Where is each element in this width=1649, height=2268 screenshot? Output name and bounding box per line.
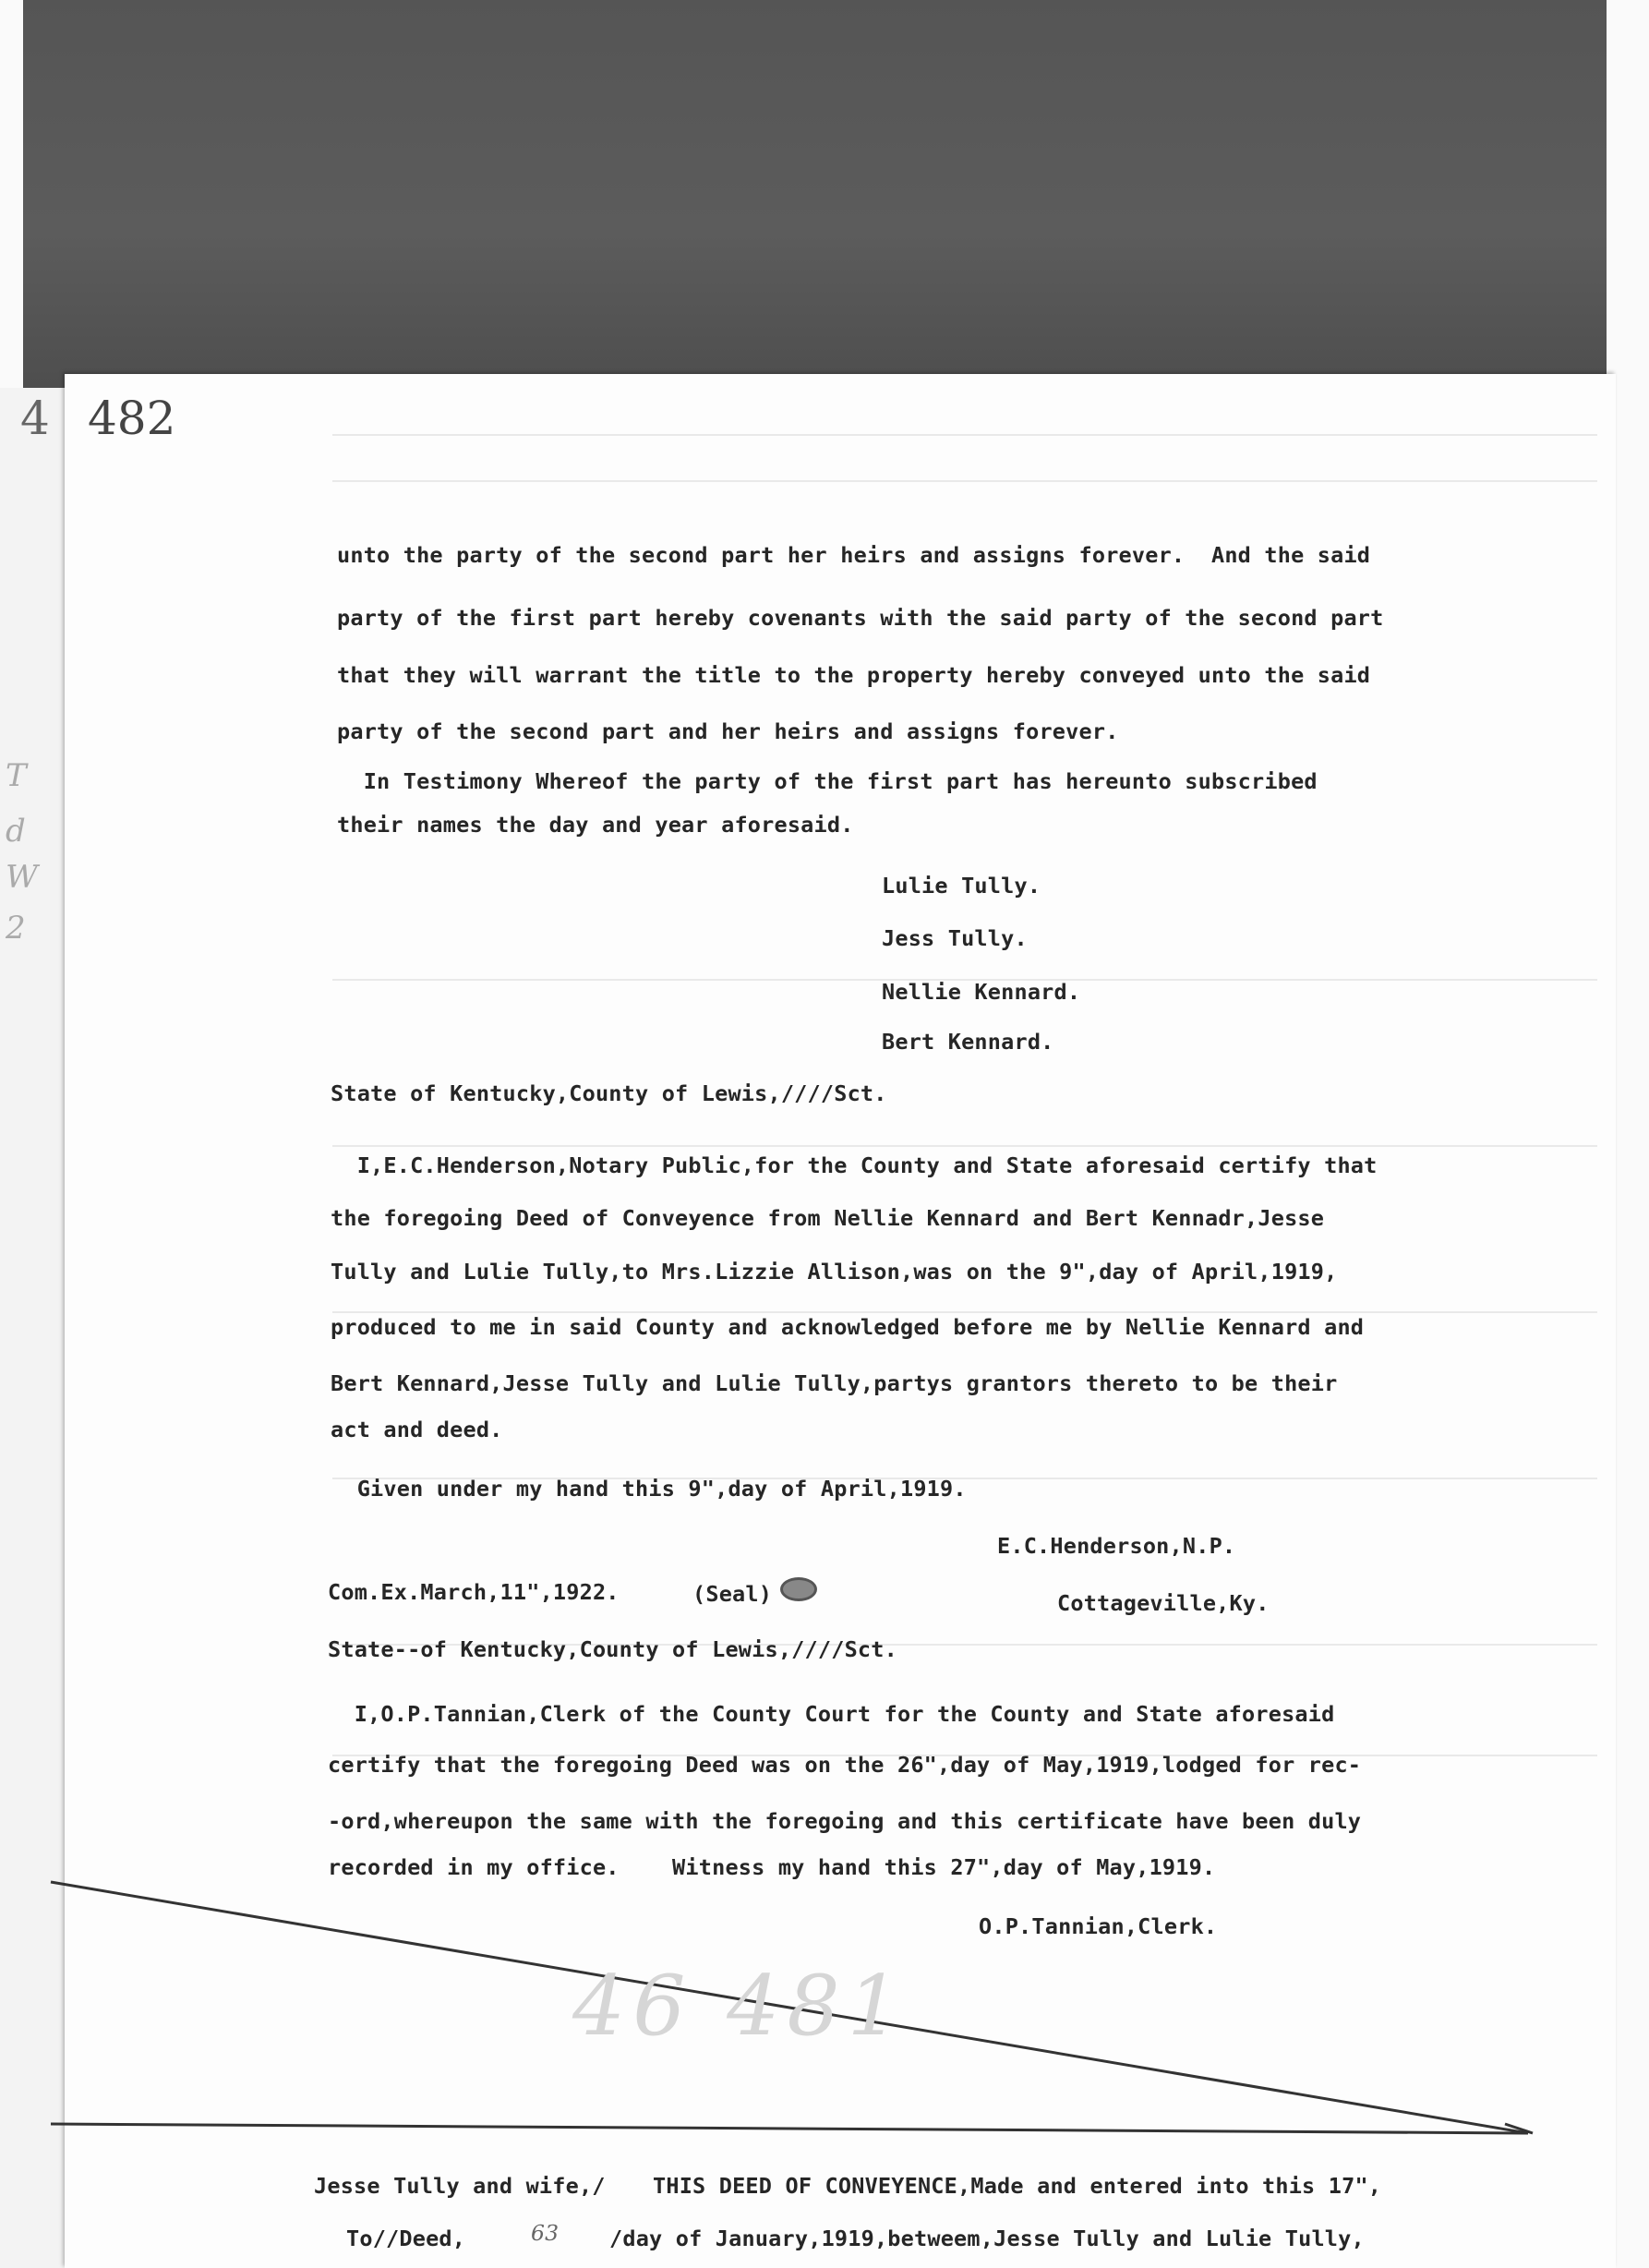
horizontal-rule bbox=[51, 2124, 1528, 2133]
deed-text-line: their names the day and year aforesaid. bbox=[337, 812, 854, 838]
page-number: 482 bbox=[88, 392, 176, 445]
next-deed-line2: /day of January,1919,betweem,Jesse Tully and Lulie Tully, bbox=[609, 2226, 1365, 2251]
margin-mark: d bbox=[6, 813, 26, 850]
signature-nellie-kennard: Nellie Kennard. bbox=[882, 979, 1081, 1005]
margin-mark: T bbox=[6, 757, 27, 794]
ack-text-line: Tully and Lulie Tully,to Mrs.Lizzie Allison,was on the 9",day of April,1919, bbox=[331, 1259, 1338, 1285]
notary-location: Cottageville,Ky. bbox=[1057, 1590, 1270, 1616]
clerk-text-line: recorded in my office. Witness my hand this 27",day of May,1919. bbox=[328, 1854, 1216, 1880]
signature-bert-kennard: Bert Kennard. bbox=[882, 1029, 1054, 1055]
deed-text-line: party of the first part hereby covenants with the said party of the second part bbox=[337, 605, 1384, 631]
notary-signature: E.C.Henderson,N.P. bbox=[997, 1533, 1236, 1559]
margin-mark: W bbox=[6, 859, 38, 896]
margin-mark: 2 bbox=[6, 910, 26, 947]
deed-text-line: party of the second part and her heirs and assigns forever. bbox=[337, 718, 1119, 744]
next-deed-intro: THIS DEED OF CONVEYENCE,Made and entered into this 17", bbox=[653, 2173, 1382, 2199]
ack-text-line: act and deed. bbox=[331, 1417, 503, 1442]
ack-text-line: produced to me in said County and acknowledged before me by Nellie Kennard and bbox=[331, 1314, 1365, 1340]
deed-text-line: unto the party of the second part her heirs and assigns forever. And the said bbox=[337, 542, 1371, 568]
clerk-text-line: certify that the foregoing Deed was on the 26",day of May,1919,lodged for rec- bbox=[328, 1752, 1362, 1778]
clerk-text-line: State--of Kentucky,County of Lewis,////Sct. bbox=[328, 1636, 897, 1662]
ack-text-line: State of Kentucky,County of Lewis,////Sct. bbox=[331, 1080, 887, 1106]
clerk-text-line: I,O.P.Tannian,Clerk of the County Court for the County and State aforesaid bbox=[328, 1701, 1335, 1727]
handwritten-reference: 46 481 bbox=[572, 1958, 908, 2055]
ack-text-line: Bert Kennard,Jesse Tully and Lulie Tully,partys grantors thereto to be their bbox=[331, 1370, 1338, 1396]
clerk-text-line: -ord,whereupon the same with the foregoing and this certificate have been duly bbox=[328, 1808, 1362, 1834]
deed-text-line: that they will warrant the title to the property hereby conveyed unto the said bbox=[337, 662, 1371, 688]
next-deed-party: Jesse Tully and wife,/ bbox=[314, 2173, 606, 2199]
ack-text-line: I,E.C.Henderson,Notary Public,for the County and State aforesaid certify that bbox=[331, 1152, 1378, 1178]
signature-lulie-tully: Lulie Tully. bbox=[882, 873, 1041, 899]
deed-text-line: In Testimony Whereof the party of the first part has hereunto subscribed bbox=[337, 768, 1318, 794]
notary-commission: Com.Ex.March,11",1922. bbox=[328, 1579, 620, 1605]
ack-text-line: Given under my hand this 9",day of April,1919. bbox=[331, 1476, 967, 1502]
signature-jess-tully: Jess Tully. bbox=[882, 925, 1028, 951]
previous-page-number: 4 bbox=[20, 392, 50, 445]
clerk-signature: O.P.Tannian,Clerk. bbox=[979, 1913, 1218, 1939]
notary-seal: (Seal) bbox=[692, 1581, 773, 1607]
ack-text-line: the foregoing Deed of Conveyence from Nellie Kennard and Bert Kennadr,Jesse bbox=[331, 1205, 1325, 1231]
next-deed-number: 63 bbox=[531, 2220, 560, 2246]
next-deed-to-deed: To//Deed, bbox=[346, 2226, 466, 2251]
